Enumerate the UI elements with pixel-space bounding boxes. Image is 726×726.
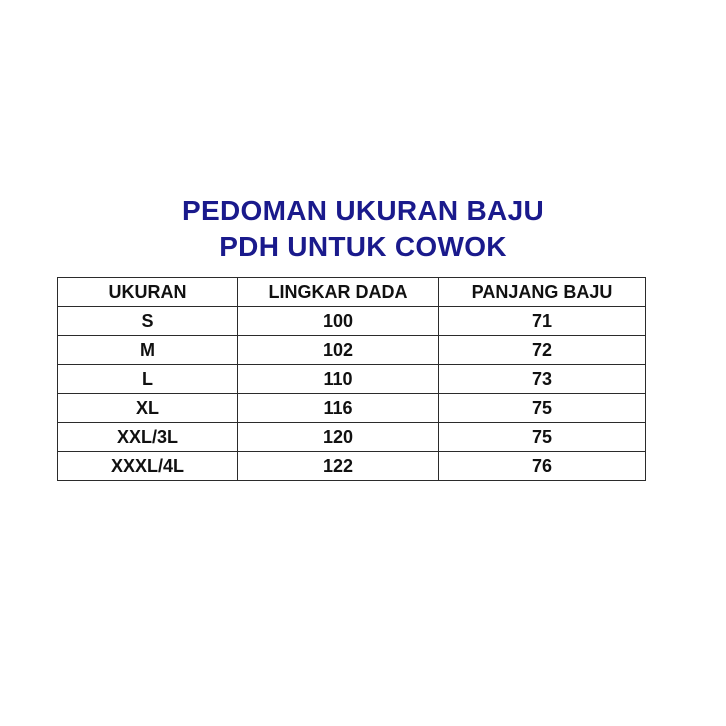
cell-length: 72 <box>439 336 646 365</box>
page-title <box>0 193 726 265</box>
header-lingkar-dada: LINGKAR DADA <box>238 278 439 307</box>
cell-chest: 122 <box>238 452 439 481</box>
cell-length: 75 <box>439 394 646 423</box>
table-row <box>58 336 646 365</box>
cell-length: 75 <box>439 423 646 452</box>
header-ukuran: UKURAN <box>58 278 238 307</box>
cell-chest: 120 <box>238 423 439 452</box>
cell-chest: 102 <box>238 336 439 365</box>
title-line-1: PEDOMAN UKURAN BAJU <box>182 195 544 226</box>
cell-length: 76 <box>439 452 646 481</box>
cell-size: S <box>58 307 238 336</box>
cell-length: 71 <box>439 307 646 336</box>
cell-chest: 116 <box>238 394 439 423</box>
cell-size: L <box>58 365 238 394</box>
table-row <box>58 307 646 336</box>
table-row <box>58 365 646 394</box>
cell-size: XXXL/4L <box>58 452 238 481</box>
cell-size: XL <box>58 394 238 423</box>
table-row <box>58 394 646 423</box>
table-row <box>58 452 646 481</box>
cell-chest: 100 <box>238 307 439 336</box>
cell-size: M <box>58 336 238 365</box>
cell-length: 73 <box>439 365 646 394</box>
table-header-row <box>58 278 646 307</box>
size-chart-table <box>57 277 646 481</box>
cell-size: XXL/3L <box>58 423 238 452</box>
table-row <box>58 423 646 452</box>
header-panjang-baju: PANJANG BAJU <box>439 278 646 307</box>
cell-chest: 110 <box>238 365 439 394</box>
title-line-2: PDH UNTUK COWOK <box>219 231 507 262</box>
